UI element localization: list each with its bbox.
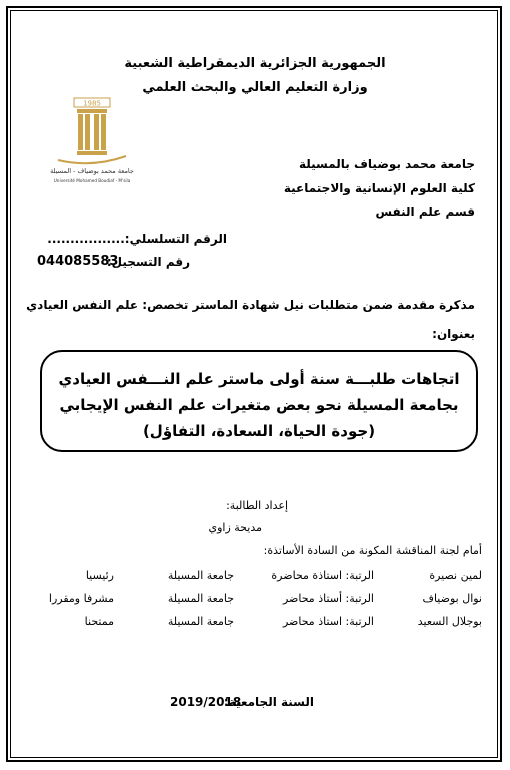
academic-year-value: 2019/2018 xyxy=(170,695,242,709)
title-label: بعنوان: xyxy=(432,327,475,341)
thesis-title-line-1: اتجاهات طلبـــة سنة أولى ماستر علم النـــفس العيادي xyxy=(58,370,460,388)
committee-member-role: ممتحنا xyxy=(84,615,114,628)
university-name: جامعة محمد بوضياف بالمسيلة xyxy=(298,157,475,171)
committee-intro: أمام لجنة المناقشة المكونة من السادة الأساتذة: xyxy=(263,544,482,557)
thesis-title-line-3: (جودة الحياة، السعادة، التفاؤل) xyxy=(142,422,376,440)
committee-member-university: جامعة المسيلة xyxy=(167,592,234,605)
committee-member-university: جامعة المسيلة xyxy=(167,615,234,628)
committee-member-role: مشرفا ومقررا xyxy=(48,592,114,605)
academic-year-label: السنة الجامعية: xyxy=(223,695,314,709)
committee-member-university: جامعة المسيلة xyxy=(167,569,234,582)
logo-latin-name: Université Mohamed Boudiaf - M'sila xyxy=(53,178,131,183)
thesis-title-box xyxy=(40,350,478,452)
committee-member-name: لمين نصيرة xyxy=(429,569,482,582)
committee-member-rank: الرتبة: أستاذ محاضر xyxy=(282,592,374,605)
registration-number-value: 044085583 xyxy=(37,254,119,269)
thesis-title-line-2: بجامعة المسيلة نحو بعض متغيرات علم النفس الإيجابي xyxy=(59,396,459,414)
student-label: إعداد الطالبة: xyxy=(226,499,288,512)
student-name: مديحة زاوي xyxy=(208,521,262,534)
faculty-name: كلية العلوم الإنسانية والاجتماعية xyxy=(283,181,475,195)
university-logo xyxy=(44,96,140,188)
committee-member-rank: الرتبة: استاذ محاضر xyxy=(282,615,374,628)
serial-number-label: الرقم التسلسلي:................. xyxy=(47,232,227,246)
department-name: قسم علم النفس xyxy=(375,205,475,219)
committee-member-name: نوال بوضياف xyxy=(422,592,482,605)
ministry-heading: وزارة التعليم العالي والبحث العلمي xyxy=(142,80,368,95)
committee-member-role: رئيسيا xyxy=(85,569,114,582)
committee-member-rank: الرتبة: استاذة محاضرة xyxy=(271,569,374,582)
republic-heading: الجمهورية الجزائرية الديمقراطية الشعبية xyxy=(124,56,386,71)
committee-member-name: بوجلال السعيد xyxy=(417,615,482,628)
logo-year: 1985 xyxy=(83,99,101,108)
logo-arabic-name: جامعة محمد بوضياف - المسيلة xyxy=(50,167,134,175)
university-logo-emblem xyxy=(44,96,140,188)
memo-statement: مذكرة مقدمة ضمن متطلبات نيل شهادة الماستر تخصص: علم النفس العيادي xyxy=(26,298,475,312)
registration-number-label: رقم التسجيل: xyxy=(106,255,190,269)
